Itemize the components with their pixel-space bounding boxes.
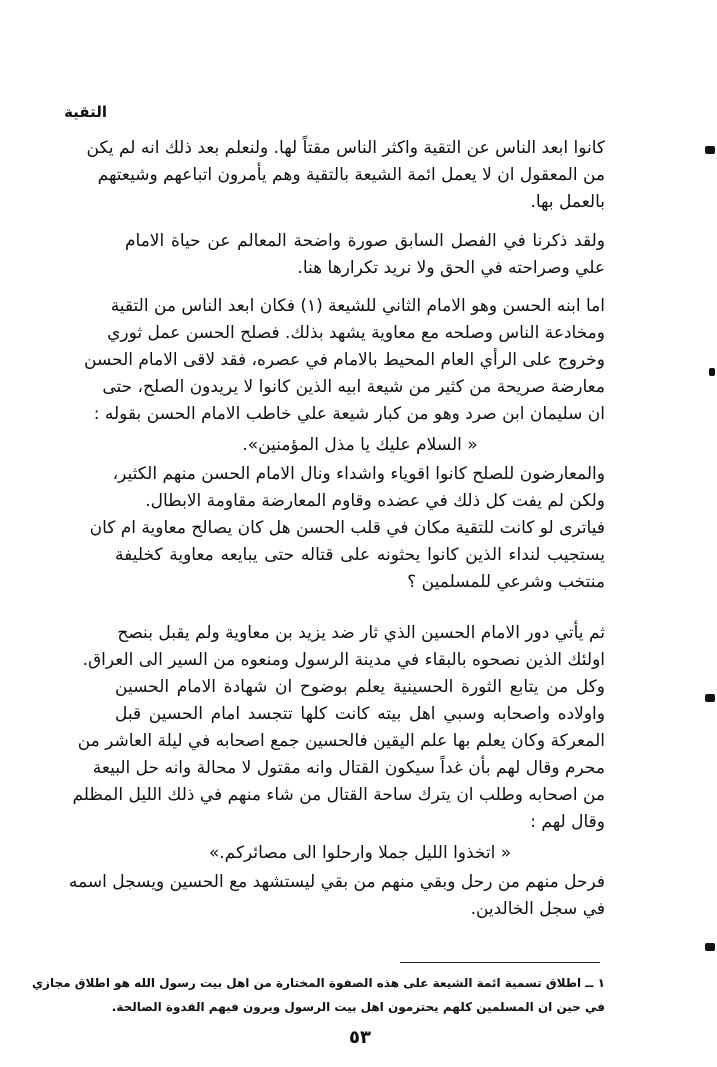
scan-edge-mark (705, 943, 715, 951)
text-line: في سجل الخالدين. (470, 899, 605, 919)
quote-line: « اتخذوا الليل جملا وارحلوا الى مصائركم.» (208, 843, 512, 863)
text-line: واولاده واصحابه وسبي اهل بيته كانت كلها تتجسد امام الحسين قبل (115, 704, 605, 724)
quote-line: « السلام عليك يا مذل المؤمنين». (242, 435, 478, 455)
text-line: فياترى لو كانت للتقية مكان في قلب الحسن هل كان يصالح معاوية ام كان (89, 518, 605, 538)
text-line: ان سليمان ابن صرد وهو من كبار شيعة علي خاطب الامام الحسن بقوله : (93, 404, 605, 424)
text-line: فرحل منهم من رحل وبقي منهم من بقي ليستشهد مع الحسين ويسجل اسمه (68, 872, 605, 892)
text-line: ثم يأتي دور الامام الحسين الذي ثار ضد يزيد بن معاوية ولم يقبل بنصح (117, 623, 605, 643)
running-header: التقية (64, 103, 107, 121)
text-line: يستجيب لنداء الذين كانوا يحثونه على قتاله حتى يبايعه معاوية كخليفة (115, 545, 605, 565)
text-line: محرم وقال لهم بأن غداً سيكون القتال وانه مقتول لا محالة وانه حل البيعة (92, 758, 605, 778)
scan-edge-mark (709, 368, 715, 376)
text-line: من المعقول ان لا يعمل ائمة الشيعة بالتقية وهم يأمرون اتباعهم وشيعتهم (97, 165, 605, 185)
text-line: ولقد ذكرنا في الفصل السابق صورة واضحة المعالم عن حياة الامام (125, 231, 605, 251)
text-line: علي وصراحته في الحق ولا نريد تكرارها هنا. (297, 258, 605, 278)
scan-edge-mark (705, 146, 715, 154)
text-line: وقال لهم : (530, 812, 605, 832)
text-line: اولئك الذين نصحوه بالبقاء في مدينة الرسول ومنعوه من السير الى العراق. (82, 650, 605, 670)
footnote-line: في حين ان المسلمين كلهم يحترمون اهل بيت الرسول ويرون فيهم القدوة الصالحة. (111, 1000, 605, 1014)
text-line: منتخب وشرعي للمسلمين ؟ (407, 572, 605, 592)
page-number: ٥٣ (349, 1027, 371, 1048)
text-line: ولكن لم يفت كل ذلك في عضده وقاوم المعارضة مقاومة الابطال. (145, 491, 605, 511)
scan-edge-mark (705, 694, 715, 702)
text-line: من اصحابه وطلب ان يترك ساحة القتال من شاء منهم في ذلك الليل المظلم (72, 785, 605, 805)
text-line: وكل من يتابع الثورة الحسينية يعلم بوضوح ان شهادة الامام الحسين (115, 677, 605, 697)
text-line: ومخادعة الناس وصلحه مع معاوية يشهد بذلك. فصلح الحسن عمل ثوري (107, 323, 605, 343)
text-line: بالعمل بها. (530, 192, 605, 212)
footnote-divider (400, 962, 600, 963)
text-line: المعركة وكان يعلم بها علم اليقين فالحسين جمع اصحابه في ليلة العاشر من (77, 731, 605, 751)
text-line: كانوا ابعد الناس عن التقية واكثر الناس مقتاً لها. ولنعلم بعد ذلك انه لم يكن (86, 138, 605, 158)
text-line: اما ابنه الحسن وهو الامام الثاني للشيعة (١) فكان ابعد الناس من التقية (110, 296, 605, 316)
text-line: والمعارضون للصلح كانوا اقوياء واشداء ونال الامام الحسن منهم الكثير، (112, 464, 605, 484)
text-line: وخروج على الرأي العام المحيط بالامام في عصره، فقد لاقى الامام الحسن (84, 350, 605, 370)
footnote-line: ١ ــ اطلاق تسمية ائمة الشيعة على هذه الصفوة المختارة من اهل بيت رسول الله هو اطلاق مجازي (32, 976, 605, 990)
text-line: معارضة صريحة من كثير من شيعة ابيه الذين كانوا لا يريدون الصلح، حتى (102, 377, 605, 397)
